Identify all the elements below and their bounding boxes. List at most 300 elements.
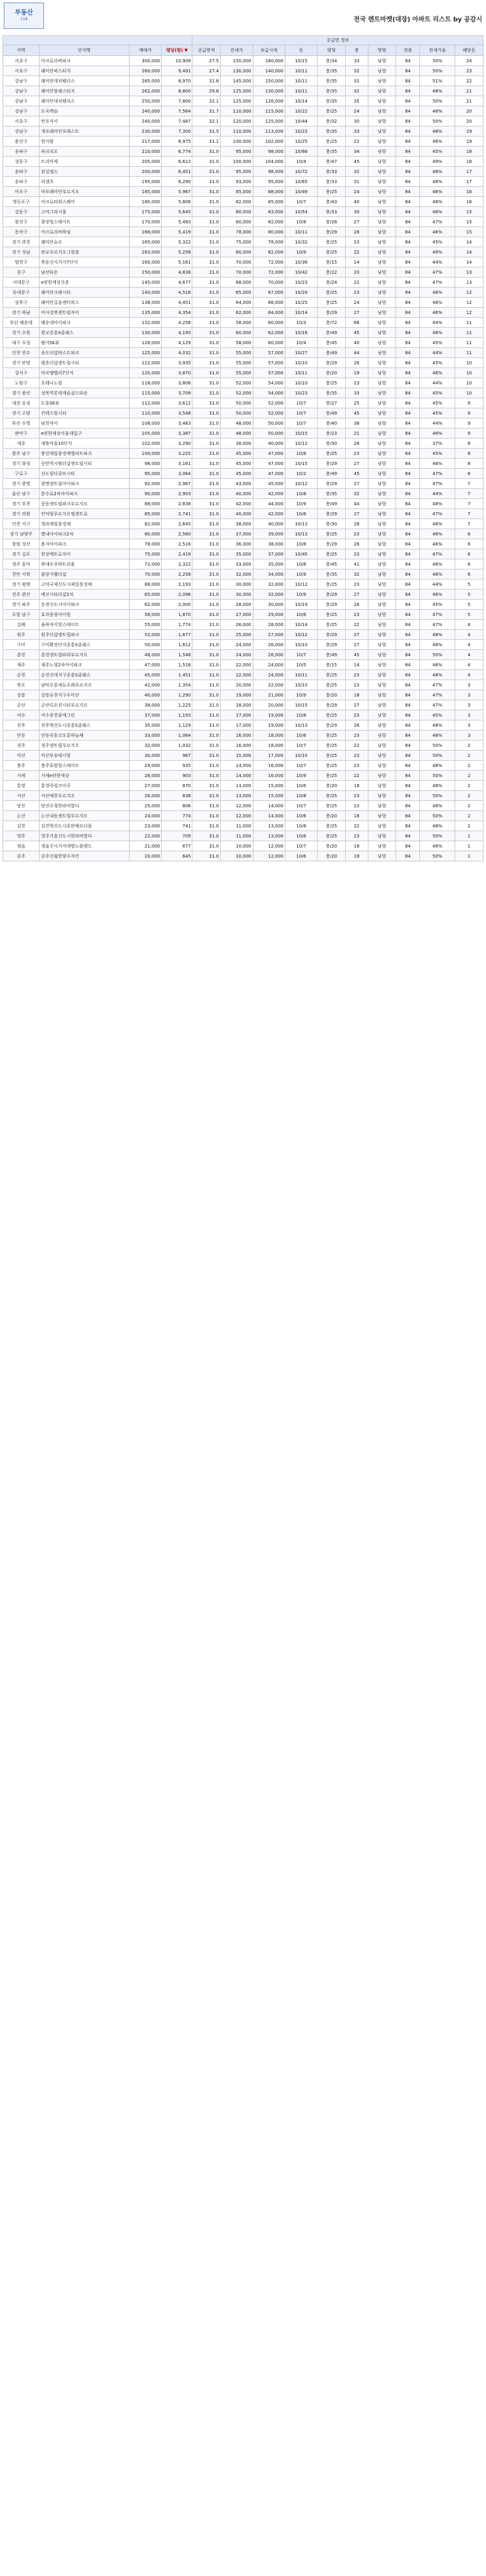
table-cell: 65,000 [221,288,253,298]
table-cell: 50% [420,741,455,751]
table-cell: 23 [345,791,368,801]
table-cell: 55,000 [130,620,162,630]
table-row[interactable] [3,851,483,861]
table-cell: 46% [420,288,455,298]
table-cell: 신도림디큐브시티 [40,469,130,479]
table-cell: 7 [455,499,483,509]
table-cell: 31.0 [192,388,221,398]
table-cell: 44% [420,580,455,590]
table-cell: 10/9 [285,771,317,781]
table-cell: 31.0 [192,348,221,358]
table-cell: 84 [396,660,420,670]
table-cell: 48% [420,167,455,177]
table-cell: 28,000 [130,771,162,781]
column-header[interactable]: 전세가율 [420,45,455,56]
table-cell: 3 [455,690,483,700]
table-row[interactable] [3,116,483,126]
table-row[interactable] [3,328,483,338]
table-cell: 4,516 [162,288,192,298]
table-row[interactable] [3,398,483,408]
table-cell: 7,487 [162,116,192,126]
table-cell: 10/42 [285,267,317,277]
table-cell: 9,491 [162,66,192,76]
table-cell: 31.0 [192,600,221,610]
table-cell: 28,000 [221,600,253,610]
table-cell: 84 [396,469,420,479]
column-header[interactable]: 평형 [318,45,346,56]
table-row[interactable] [3,227,483,237]
table-cell: 통영 [3,781,40,791]
table-cell: 10/11 [285,86,317,96]
table-cell: 충/28 [318,217,346,227]
table-cell: 충/49 [318,348,346,358]
column-header[interactable]: 전세가 [221,45,253,56]
table-cell: 70,000 [130,569,162,580]
table-cell: 서대문구 [3,277,40,288]
table-cell: 충/25 [318,137,346,147]
table-cell: 15,000 [221,751,253,761]
table-row[interactable] [3,539,483,549]
table-cell: 31.0 [192,469,221,479]
table-cell: 31.0 [192,207,221,217]
column-header[interactable]: 공급면적 [192,45,221,56]
table-row[interactable] [3,358,483,368]
table-row[interactable] [3,841,483,851]
table-cell: 45 [345,408,368,418]
table-cell: 김천 [3,821,40,831]
table-cell: 14 [345,660,368,670]
column-header[interactable]: 지역 [3,45,40,56]
table-cell: 관악구 [3,428,40,439]
table-cell: 1 [455,831,483,841]
table-cell: 84 [396,549,420,559]
table-row[interactable] [3,529,483,539]
table-row[interactable] [3,479,483,489]
table-cell: 50% [420,116,455,126]
table-cell: 충/20 [318,841,346,851]
table-cell: 22 [345,137,368,147]
table-cell: 충/29 [318,630,346,640]
table-cell: 50% [420,96,455,106]
table-cell: 거제e편한세상 [40,771,130,781]
table-cell: 31.0 [192,288,221,298]
table-row[interactable] [3,439,483,449]
table-cell: 118,000 [130,378,162,388]
table-cell: 남향 [368,630,396,640]
table-row[interactable] [3,549,483,559]
table-row[interactable] [3,459,483,469]
column-header[interactable]: 단지명 [40,45,130,56]
table-row[interactable] [3,207,483,217]
table-cell: 27 [345,630,368,640]
table-cell: 노원구 [3,378,40,388]
column-header[interactable]: 평당(평) ▼ [162,45,192,56]
table-cell: 17 [455,177,483,187]
table-cell: 31.0 [192,640,221,650]
column-header[interactable]: 매매가 [130,45,162,56]
table-cell: 남향 [368,197,396,207]
table-cell: 트리마제 [40,157,130,167]
table-cell: 문수로2차아이파크 [40,489,130,499]
table-row[interactable] [3,771,483,781]
table-row[interactable] [3,569,483,580]
table-cell: 125,000 [130,348,162,358]
table-cell: 31.0 [192,267,221,277]
table-cell: 82,000 [253,217,285,227]
table-cell: 19,000 [221,690,253,700]
table-row[interactable] [3,368,483,378]
table-row[interactable] [3,710,483,720]
table-cell: 50% [420,831,455,841]
table-cell: 130,000 [253,86,285,96]
table-cell: 10/25 [285,137,317,147]
table-row[interactable] [3,690,483,700]
table-row[interactable] [3,418,483,428]
table-cell: 47% [420,549,455,559]
table-cell: 84 [396,86,420,96]
table-cell: 남향 [368,147,396,157]
table-row[interactable] [3,298,483,308]
table-cell: 80,000 [130,529,162,539]
table-row[interactable] [3,610,483,620]
table-row[interactable] [3,751,483,761]
table-row[interactable] [3,720,483,731]
table-cell: 95,000 [130,469,162,479]
table-cell: 168,000 [130,227,162,237]
table-cell: 남향 [368,731,396,741]
table-cell: 5,483 [162,217,192,227]
table-row[interactable] [3,348,483,358]
table-cell: 10,000 [221,851,253,861]
table-row[interactable] [3,731,483,741]
table-cell: 31.0 [192,428,221,439]
table-row[interactable] [3,559,483,569]
table-cell: 145,000 [130,277,162,288]
table-cell: 10/16 [285,328,317,338]
column-header[interactable]: 전용 [396,45,420,56]
table-cell: 45% [420,710,455,720]
table-cell: 여수 [3,710,40,720]
table-cell: 18,000 [253,731,285,741]
table-cell: 150,000 [253,76,285,86]
table-row[interactable] [3,388,483,398]
table-cell: 충주 [3,761,40,771]
table-cell: 67,000 [253,288,285,298]
table-row[interactable] [3,791,483,801]
table-row[interactable] [3,86,483,96]
table-cell: 32 [345,86,368,96]
table-cell: 84 [396,147,420,157]
table-row[interactable] [3,741,483,751]
table-cell: 익산 [3,751,40,761]
table-cell: 송파구 [3,147,40,157]
table-cell: 남향 [368,378,396,388]
table-row[interactable] [3,428,483,439]
table-cell: 27 [345,640,368,650]
table-cell: 50,000 [253,418,285,428]
table-row[interactable] [3,408,483,418]
table-row[interactable] [3,469,483,479]
table-cell: 85,000 [253,197,285,207]
table-cell: 경주센트럴푸르지오 [40,741,130,751]
table-cell: 2 [455,781,483,791]
table-cell: 10/19 [285,600,317,610]
table-cell: 11,000 [221,821,253,831]
table-cell: 55,000 [221,348,253,358]
table-cell: 27 [345,217,368,227]
table-cell: 30,000 [253,600,285,610]
table-cell: 충/29 [318,358,346,368]
table-cell: 40,000 [253,519,285,529]
column-header[interactable]: 층 [345,45,368,56]
table-cell: 구로구 [3,469,40,479]
table-cell: 남향 [368,761,396,771]
table-cell: 135,000 [130,308,162,318]
table-cell: 23 [345,549,368,559]
table-cell: 10/4 [285,338,317,348]
table-cell: 27 [345,509,368,519]
table-cell: 285,000 [130,76,162,86]
table-cell: 48% [420,731,455,741]
table-cell: 남향 [368,680,396,690]
table-cell: 10/9 [285,690,317,700]
table-cell: 남향 [368,851,396,861]
table-cell: 남향 [368,841,396,851]
table-cell: 마포래미안푸르지오 [40,187,130,197]
column-header[interactable]: 방향 [368,45,396,56]
table-row[interactable] [3,66,483,76]
table-cell: 32 [345,167,368,177]
table-cell: 6,774 [162,147,192,157]
table-row[interactable] [3,660,483,670]
table-cell: 31.0 [192,650,221,660]
table-row[interactable] [3,801,483,811]
table-cell: 충/25 [318,710,346,720]
table-cell: 울산 남구 [3,489,40,499]
table-cell: 20 [455,116,483,126]
table-row[interactable] [3,187,483,197]
table-cell: 45% [420,449,455,459]
column-header[interactable]: 보급시세 [253,45,285,56]
table-row[interactable] [3,308,483,318]
table-cell: 46% [420,539,455,549]
column-header[interactable]: 해당등 [455,45,483,56]
table-cell: 27 [345,700,368,710]
table-row[interactable] [3,237,483,247]
table-row[interactable] [3,489,483,499]
table-cell: 84 [396,418,420,428]
table-cell: 58,000 [130,610,162,620]
table-row[interactable] [3,318,483,328]
table-cell: 1,870 [162,610,192,620]
table-cell: 31.0 [192,680,221,690]
table-cell: 93,000 [221,177,253,187]
table-cell: 11 [455,338,483,348]
table-cell: 10/8 [285,710,317,720]
table-row[interactable] [3,650,483,660]
table-cell: 4 [455,660,483,670]
table-cell: 52,000 [253,398,285,408]
table-cell: 남향 [368,227,396,237]
table-cell: 82,000 [130,519,162,529]
table-cell: 45,000 [221,469,253,479]
table-cell: 31.0 [192,821,221,831]
table-cell: 58,000 [221,338,253,348]
table-row[interactable] [3,781,483,791]
table-cell: 78,000 [130,539,162,549]
table-cell: 충/29 [318,509,346,519]
table-cell: 충/25 [318,670,346,680]
table-row[interactable] [3,378,483,388]
table-cell: 84 [396,741,420,751]
table-row[interactable] [3,600,483,610]
table-cell: 27,000 [130,781,162,791]
table-cell: 45,000 [221,449,253,459]
table-cell: 에코시티더샵2차 [40,590,130,600]
table-cell: 18 [455,157,483,167]
table-cell: 충/25 [318,771,346,781]
table-cell: 충/29 [318,700,346,710]
table-row[interactable] [3,449,483,459]
table-cell: 10/9 [285,569,317,580]
table-row[interactable] [3,580,483,590]
table-row[interactable] [3,519,483,529]
table-row[interactable] [3,821,483,831]
table-row[interactable] [3,56,483,66]
table-row[interactable] [3,247,483,257]
table-row[interactable] [3,197,483,207]
table-cell: 26,000 [253,640,285,650]
table-row[interactable] [3,499,483,509]
table-row[interactable] [3,640,483,650]
table-cell: 15 [455,217,483,227]
table-row[interactable] [3,277,483,288]
table-cell: 13,000 [253,821,285,831]
table-row[interactable] [3,167,483,177]
table-cell: 동대문구 [3,288,40,298]
table-row[interactable] [3,620,483,630]
table-cell: 20,000 [221,680,253,690]
table-cell: 경주 [3,741,40,751]
table-row[interactable] [3,76,483,86]
table-cell: 진주혁신도시중흥S클래스 [40,720,130,731]
column-header[interactable]: 동 [285,45,317,56]
table-cell: 40 [345,338,368,348]
table-cell: 남향 [368,720,396,731]
table-cell: 84 [396,499,420,509]
table-cell: 84 [396,529,420,539]
table-row[interactable] [3,700,483,710]
table-row[interactable] [3,96,483,106]
table-cell: 31.0 [192,418,221,428]
table-cell: 5 [455,610,483,620]
table-cell: 4,354 [162,308,192,318]
table-cell: 47,000 [130,660,162,670]
table-cell: 3 [455,680,483,690]
table-cell: 16 [455,197,483,207]
table-cell: 46% [420,106,455,116]
table-cell: 3,483 [162,418,192,428]
table-row[interactable] [3,831,483,841]
table-cell: 100,000 [130,449,162,459]
table-cell: 120,000 [130,368,162,378]
table-cell: 10/22 [285,106,317,116]
table-row[interactable] [3,257,483,267]
table-cell: 충/33 [318,207,346,217]
table-cell: 31.0 [192,459,221,469]
table-cell: 10/8 [285,489,317,499]
table-cell: 불당지웰더샵 [40,569,130,580]
table-row[interactable] [3,338,483,348]
table-cell: 15,000 [253,781,285,791]
table-row[interactable] [3,267,483,277]
table-cell: 남향 [368,791,396,801]
table-cell: 경기 과천 [3,237,40,247]
table-row[interactable] [3,147,483,157]
table-cell: 50% [420,851,455,861]
table-cell: 경기 남양주 [3,529,40,539]
table-cell: 충/30 [318,519,346,529]
table-cell: 23 [345,710,368,720]
table-cell: 55,000 [221,368,253,378]
page-title: 전국 렌트마켓(대장) 아파트 리스트 by 공감시 [353,16,482,23]
table-row[interactable] [3,670,483,680]
table-cell: 충/25 [318,680,346,690]
table-cell: 반포자이 [40,116,130,126]
table-cell: 112,000 [130,398,162,408]
table-cell: 72,000 [253,257,285,267]
table-cell: 50% [420,811,455,821]
table-row[interactable] [3,811,483,821]
table-cell: 10/15 [285,56,317,66]
table-cell: 78,000 [221,227,253,237]
table-row[interactable] [3,509,483,519]
table-cell: 84 [396,378,420,388]
table-cell: 84 [396,267,420,277]
table-cell: 목포 [3,680,40,690]
table-cell: 48% [420,86,455,96]
table-row[interactable] [3,288,483,298]
table-cell: 64,000 [253,308,285,318]
table-row[interactable] [3,137,483,147]
table-row[interactable] [3,590,483,600]
table-row[interactable] [3,217,483,227]
table-row[interactable] [3,177,483,187]
table-row[interactable] [3,126,483,137]
table-row[interactable] [3,680,483,690]
table-cell: 충/25 [318,288,346,298]
table-cell: 20 [455,106,483,116]
table-cell: 충주호암힐스테이트 [40,761,130,771]
table-cell: 47% [420,277,455,288]
table-cell: 46% [420,428,455,439]
table-row[interactable] [3,106,483,116]
table-cell: 70,000 [253,277,285,288]
table-cell: 44% [420,348,455,358]
table-cell: 남향 [368,449,396,459]
table-row[interactable] [3,630,483,640]
table-cell: 22 [345,771,368,781]
table-cell: 7,800 [162,96,192,106]
table-row[interactable] [3,157,483,167]
table-cell: 남향 [368,86,396,96]
table-cell: 31.0 [192,177,221,187]
table-cell: 48% [420,801,455,811]
table-row[interactable] [3,761,483,771]
table-cell: 84 [396,670,420,680]
table-cell: 남향 [368,600,396,610]
table-cell: 서초구 [3,56,40,66]
